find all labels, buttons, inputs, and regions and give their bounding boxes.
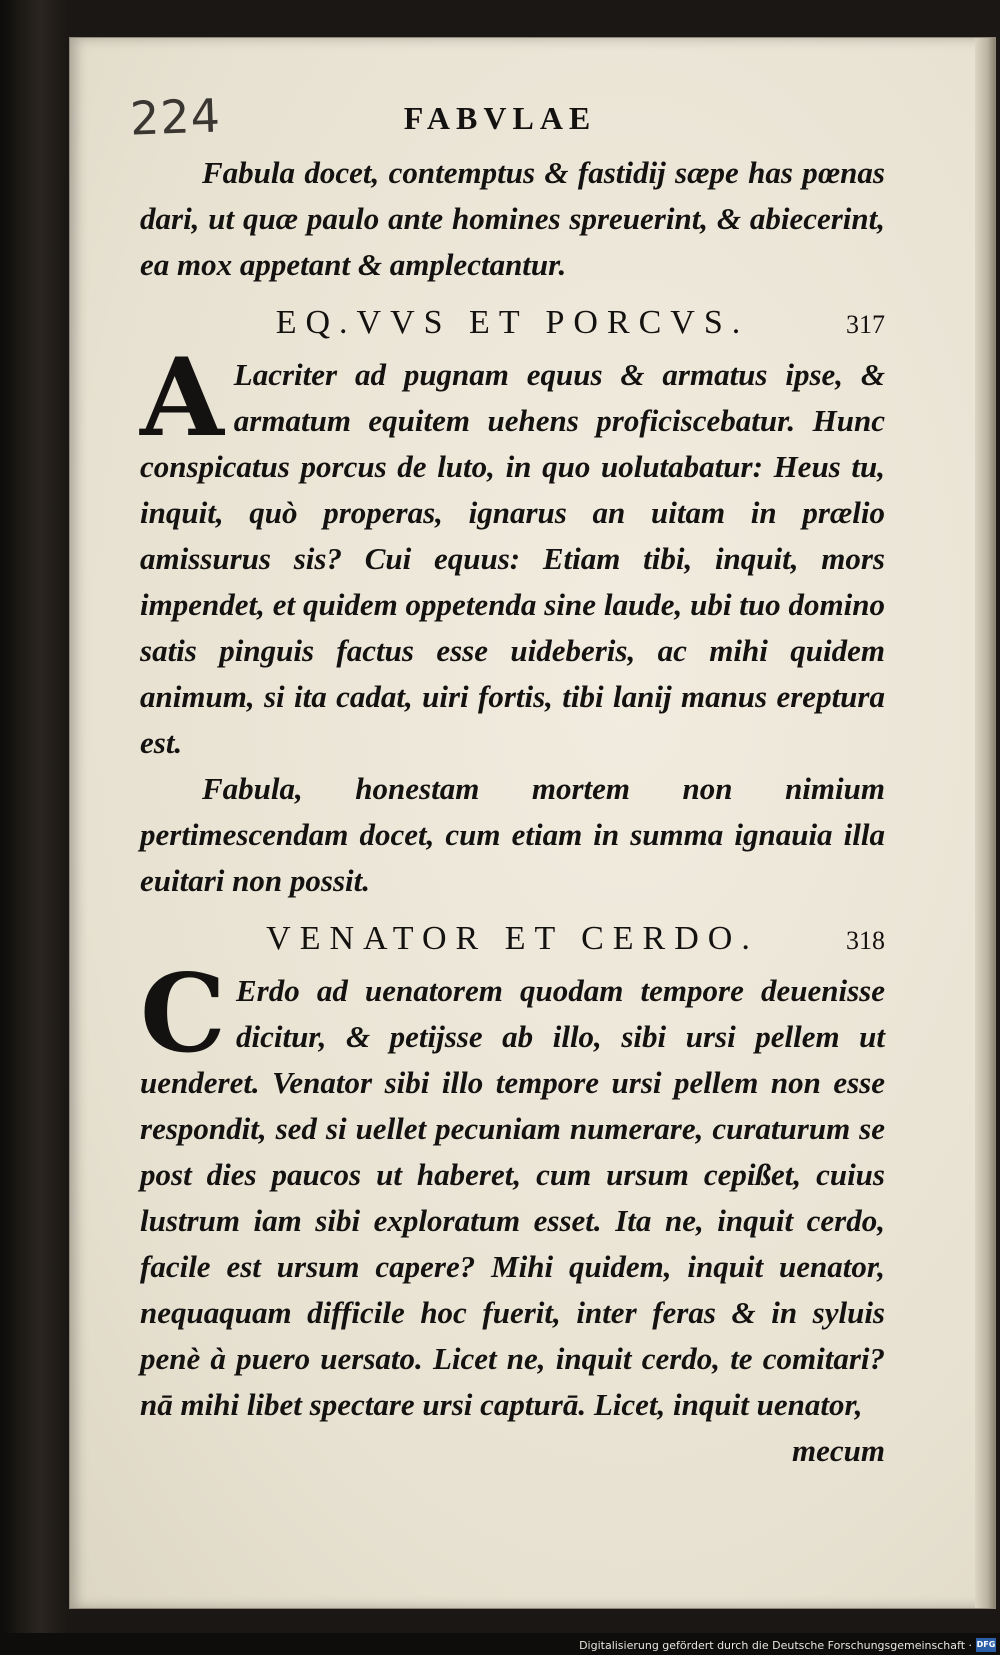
moral-paragraph: Fabula docet, contemptus & fastidij sæpe has pœnas dari, ut quæ paulo ante homines spreuerint, & abiecerint, ea mox appetant & amplectantur.: [140, 155, 885, 282]
fable-title: EQ.VVS ET PORCVS.: [275, 304, 750, 341]
running-head: FABVLAE: [403, 100, 597, 136]
catchword: mecum: [792, 1433, 885, 1468]
fable-body: [140, 335, 885, 766]
fable-number: 317: [846, 310, 885, 339]
digitization-credit: Digitalisierung gefördert durch die Deutsche Forschungsgemeinschaft ·: [579, 1639, 972, 1652]
drop-cap: C: [140, 951, 226, 1077]
dfg-logo-icon: DFG: [976, 1638, 996, 1652]
drop-cap: A: [140, 335, 224, 461]
footer-bar: [0, 1633, 1000, 1655]
text-block: [140, 150, 885, 1474]
fable-number: 318: [846, 926, 885, 955]
moral-paragraph: Fabula, honestam mortem non nimium pertimescendam docet, cum etiam in summa ignauia illa euitari non possit.: [140, 771, 885, 898]
fable-body: [140, 951, 885, 1428]
page-edge: [975, 38, 995, 1608]
fable-heading: [140, 910, 885, 968]
fable-title: VENATOR ET CERDO.: [266, 920, 759, 957]
fable-text: Lacriter ad pugnam equus & armatus ipse, & armatum equitem uehens proficiscebatur. Hunc conspicatus porcus de luto, in quo uolutabatur: Heus tu, inquit, quò properas, ignarus an uitam in prælio amissurus sis? Cui equus: Etiam tibi, inquit, mors impendet, et quidem oppetenda sine laude, ubi tuo domino satis pinguis factus esse uideberis, ac mihi quidem animum, si ita cadat, uiri fortis, tibi lanij manus ereptura est.: [140, 357, 885, 760]
handwritten-page-number: 224: [129, 88, 222, 146]
fable-heading: [140, 294, 885, 352]
fable-text: Erdo ad uenatorem quodam tempore deuenisse dicitur, & petijsse ab illo, sibi ursi pellem ut uenderet. Venator sibi illo tempore ursi pellem non esse respondit, sed si uellet pecuniam numerare, curaturum se post dies paucos ut haberet, cum ursum cepißet, cuius lustrum iam sibi exploratum esset. Ita ne, inquit cerdo, facile est ursum capere? Mihi quidem, inquit uenator, nequaquam difficile hoc fuerit, inter feras & in syluis penè à puero uersato. Licet ne, inquit cerdo, te comitari? nā mihi libet spectare ursi capturā. Licet, inquit uenator,: [140, 973, 885, 1422]
